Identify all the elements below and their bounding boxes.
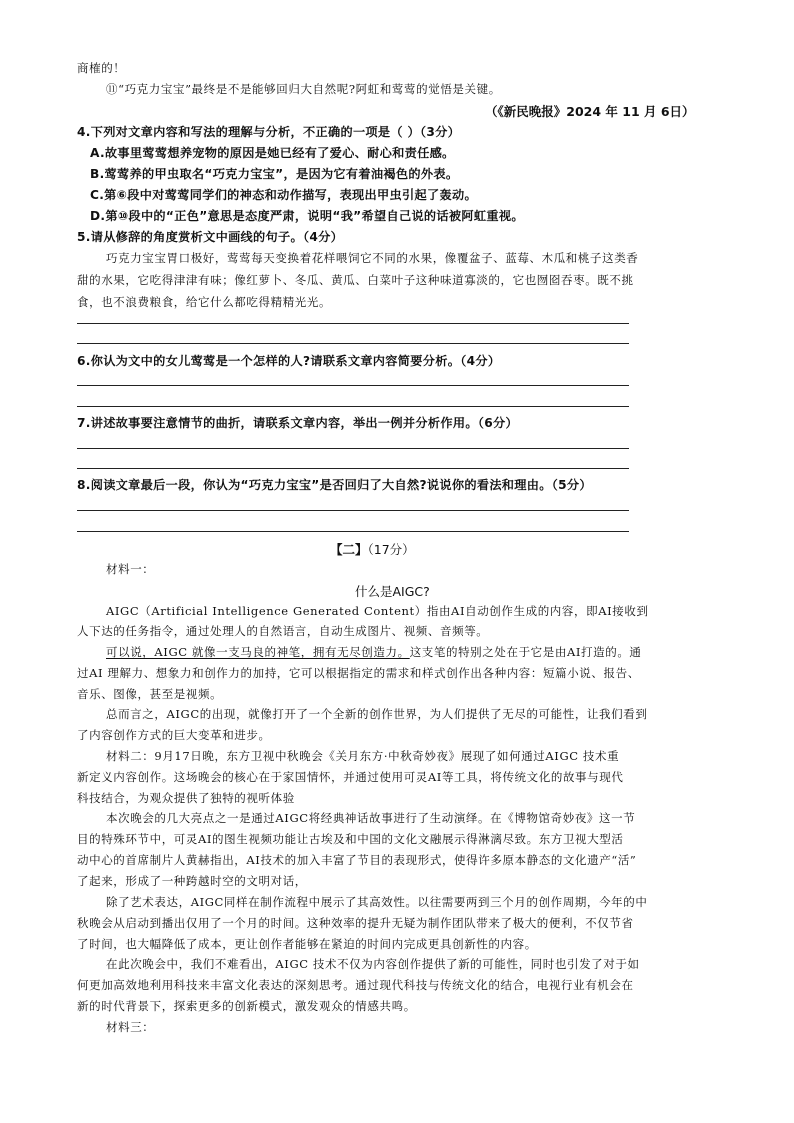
answer-line[interactable] <box>77 510 629 511</box>
paragraph-line: 新定义内容创作。这场晚会的核心在于家国情怀，并通过使用可灵AI等工具，将传统文化的故事与现代 <box>77 770 624 784</box>
paragraph-line: 人下达的任务指令，通过处理人的自然语言，自动生成图片、视频、音频等。 <box>77 624 489 638</box>
paragraph-line: 科技结合，为观众提供了独特的视听体验 <box>77 791 295 805</box>
question-4-option-d: D.第⑩段中的“正色”意思是态度严肃，说明“我”希望自己说的话被阿虹重视。 <box>90 209 524 223</box>
paragraph-line: 了起来，形成了一种跨越时空的文明对话， <box>77 874 307 888</box>
answer-line[interactable] <box>77 531 629 532</box>
question-4-option-c: C.第⑥段中对莺莺同学们的神态和动作描写，表现出甲虫引起了轰动。 <box>90 188 477 202</box>
article-title: 什么是AIGC? <box>355 584 430 599</box>
sentence: 这支笔的特别之处在于它是由AI打造的。通 <box>409 645 642 659</box>
answer-line[interactable] <box>77 385 629 386</box>
material-1-label: 材料一： <box>106 562 155 576</box>
question-5-stem: 5.请从修辞的角度赏析文中画线的句子。（4分） <box>77 230 344 244</box>
story-source: （《新民晚报》2024 年 11 月 6日） <box>485 104 695 119</box>
paragraph-line: 除了艺术表达，AIGC同样在制作流程中展示了其高效性。以往需要两到三个月的创作周期，今年的中 <box>106 895 648 909</box>
paragraph-line: 秋晚会从启动到播出仅用了一个月的时间。这种效率的提升无疑为制作团队带来了极大的便利，不仅节省 <box>77 916 634 930</box>
answer-line[interactable] <box>77 406 629 407</box>
paragraph-line: 材料二：9月17日晚，东方卫视中秋晚会《关月东方·中秋奇妙夜》展现了如何通过AIGC 技术重 <box>106 749 620 763</box>
paragraph-line: 过AI 理解力、想象力和创作力的加持，它可以根据指定的需求和样式创作出各种内容：短篇小说、报告、 <box>77 666 640 680</box>
answer-line[interactable] <box>77 323 629 324</box>
question-6-stem: 6.你认为文中的女儿莺莺是一个怎样的人?请联系文章内容简要分析。（4分） <box>77 354 501 368</box>
question-7-stem: 7.讲述故事要注意情节的曲折，请联系文章内容，举出一例并分析作用。（6分） <box>77 416 518 430</box>
paragraph-line: 新的时代背景下，探索更多的创新模式，激发观众的情感共鸣。 <box>77 999 416 1013</box>
section-heading <box>330 540 415 558</box>
paragraph-line: 何更加高效地利用科技来丰富文化表达的深刻思考。通过现代科技与传统文化的结合，电视行业有机会在 <box>77 978 634 992</box>
paragraph-line: 动中心的首席制片人黄赫指出，AI技术的加入丰富了节目的表现形式，使得许多原本静态的文化遗产“活” <box>77 853 637 867</box>
paragraph-line: 目的特殊环节中，可灵AI的图生视频功能让古埃及和中国的文化文融展示得淋漓尽致。东方卫视大型活 <box>77 832 624 846</box>
question-8-stem: 8.阅读文章最后一段，你认为“巧克力宝宝”是否回归了大自然?说说你的看法和理由。（5分） <box>77 478 592 492</box>
story-paragraph-11: ⑪“巧克力宝宝”最终是不是能够回归大自然呢?阿虹和莺莺的觉悟是关键。 <box>106 82 501 96</box>
question-4-option-a: A.故事里莺莺想养宠物的原因是她已经有了爱心、耐心和责任感。 <box>90 146 455 160</box>
underlined-sentence: 可以说，AIGC 就像一支马良的神笔，拥有无尽创造力。 <box>106 645 410 659</box>
paragraph-line: 了内容创作方式的巨大变革和进步。 <box>77 728 271 742</box>
material-3-label: 材料三： <box>106 1020 155 1034</box>
paragraph-line: 本次晚会的几大亮点之一是通过AIGC将经典神话故事进行了生动演绎。在《博物馆奇妙夜》这一节 <box>106 811 636 825</box>
paragraph-line <box>106 644 642 660</box>
question-5-quote-line: 巧克力宝宝胃口极好，莺莺每天变换着花样喂饲它不同的水果，像覆盆子、蓝莓、木瓜和桃子这类香 <box>106 251 639 265</box>
paragraph-line: 音乐、图像，甚至是视频。 <box>77 687 223 701</box>
question-5-quote-line: 食，也不浪费粮食，给它什么都吃得精精光光。 <box>77 295 332 309</box>
question-5-quote-line: 甜的水果，它吃得津津有味；像红萝卜、冬瓜、黄瓜、白菜叶子这种味道寡淡的，它也囫囵吞枣。既不挑 <box>77 273 634 287</box>
paragraph-line: 总而言之，AIGC的出现，就像打开了一个全新的创作世界，为人们提供了无尽的可能性，让我们看到 <box>106 707 648 721</box>
section-points: （17分） <box>367 542 415 557</box>
question-4-stem: 4.下列对文章内容和写法的理解与分析，不正确的一项是（ ）（3分） <box>77 125 461 139</box>
paragraph-line: AIGC（Artificial Intelligence Generated Content）指由AI自动创作生成的内容，即AI接收到 <box>106 604 649 618</box>
paragraph-line: 在此次晚会中，我们不难看出，AIGC 技术不仅为内容创作提供了新的可能性，同时也引发了对于如 <box>106 957 640 971</box>
answer-line[interactable] <box>77 468 629 469</box>
question-4-option-b: B.莺莺养的甲虫取名“巧克力宝宝”，是因为它有着油褐色的外表。 <box>90 167 459 181</box>
paragraph-line: 了时间，也大幅降低了成本，更让创作者能够在紧迫的时间内完成更具创新性的内容。 <box>77 937 537 951</box>
answer-line[interactable] <box>77 343 629 344</box>
answer-line[interactable] <box>77 448 629 449</box>
story-line: 商榷的！ <box>77 61 126 75</box>
section-number: 【二】 <box>330 542 368 557</box>
